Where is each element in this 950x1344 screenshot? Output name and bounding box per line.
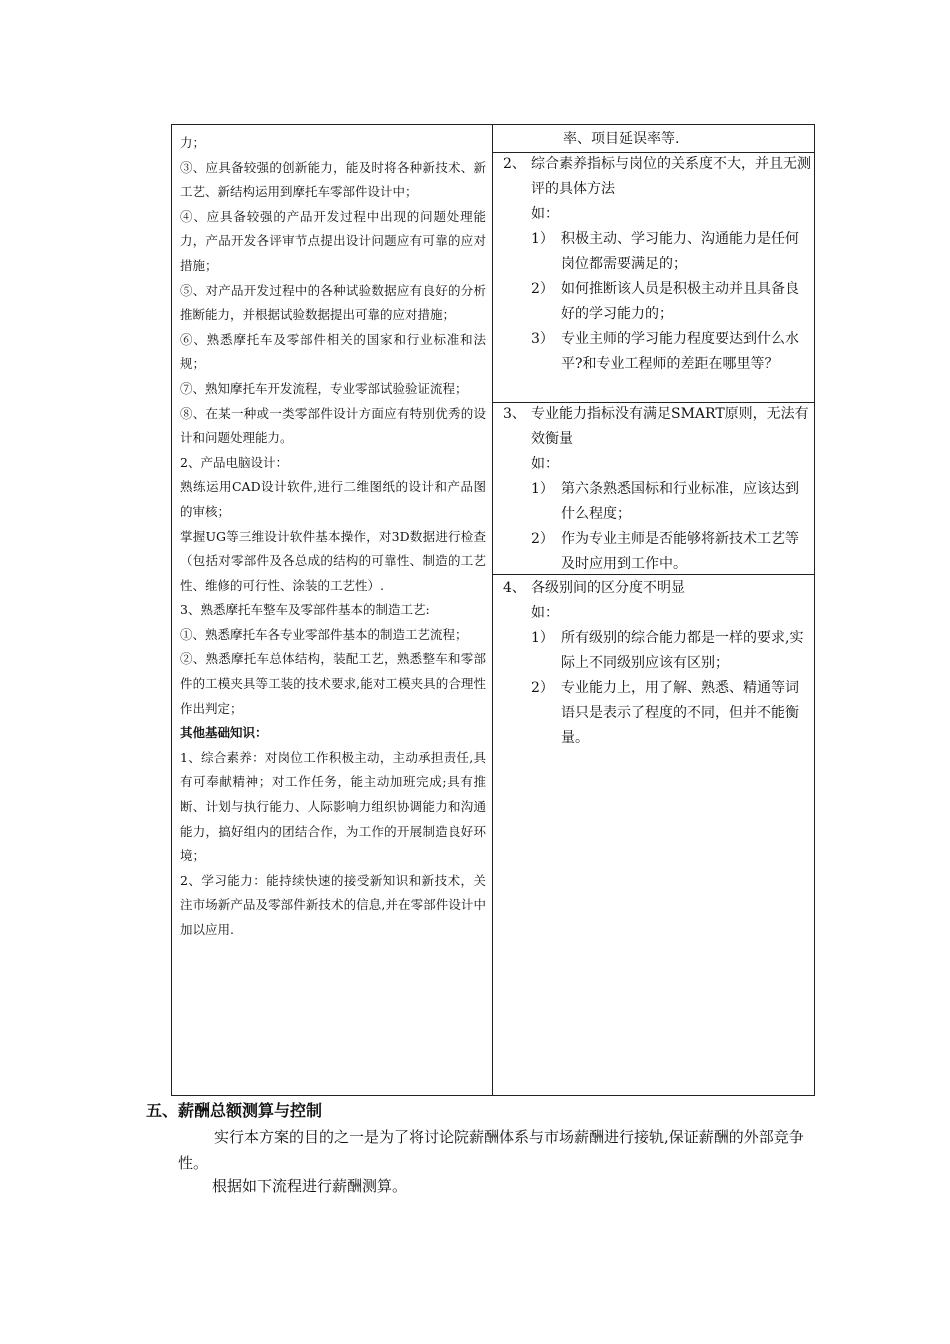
right-cell-item3 — [493, 402, 811, 577]
sub-number: 1） — [531, 630, 554, 646]
section-heading: 五、薪酬总额测算与控制 — [146, 1101, 323, 1120]
left-line: ⑦、熟知摩托车开发流程，专业零部试验验证流程； — [180, 380, 468, 396]
item-number: 2、 — [503, 156, 526, 172]
left-line: 2、产品电脑设计： — [180, 454, 288, 470]
sub-number: 2） — [531, 680, 554, 696]
item-text: 专业能力指标没有满足SMART原则，无法有效衡量 — [531, 406, 809, 447]
sub-number: 2） — [531, 531, 554, 547]
left-bold-heading: 其他基础知识： — [180, 725, 268, 741]
left-line: ④、应具备较强的产品开发过程中出现的问题处理能力，产品开发各评审节点提出设计问题应有可靠的应对措施； — [180, 208, 486, 273]
left-line: 力； — [180, 135, 206, 150]
item-example-label: 如： — [531, 456, 559, 472]
left-line: ⑥、熟悉摩托车及零部件相关的国家和行业标准和法规； — [180, 331, 486, 372]
sub-text: 专业能力上，用了解、熟悉、精通等词语只是表示了程度的不同，但并不能衡量。 — [561, 680, 799, 746]
sub-number: 1） — [531, 231, 554, 247]
left-line: ⑤、对产品开发过程中的各种试验数据应有良好的分析推断能力，并根据试验数据提出可靠的应对措施； — [180, 282, 486, 323]
left-line: 1、综合素养：对岗位工作积极主动，主动承担责任,具有可奉献精神；对工作任务，能主动加班完成;具有推断、计划与执行能力、人际影响力组织协调能力和沟通能力，搞好组内的团结合作，为工作的开展制造良好环境； — [180, 749, 486, 864]
sub-number: 1） — [531, 481, 554, 497]
left-line: 掌握UG等三维设计软件基本操作，对3D数据进行检查（包括对零部件及各总成的结构的可靠性、制造的工艺性、维修的可行性、涂装的工艺性）. — [180, 528, 486, 593]
item-number: 3、 — [503, 406, 526, 422]
right-cell-item2 — [493, 152, 811, 377]
left-line: 3、熟悉摩托车整车及零部件基本的制造工艺: — [180, 602, 430, 618]
sub-number: 2） — [531, 281, 554, 297]
requirements-table — [171, 124, 815, 1096]
item-number: 4、 — [503, 580, 526, 596]
sub-text: 专业主师的学习能力程度要达到什么水平?和专业工程师的差距在哪里等？ — [561, 331, 799, 372]
item-text: 综合素养指标与岗位的关系度不大，并且无测评的具体方法 — [531, 156, 811, 197]
left-line: 2、学习能力：能持续快速的接受新知识和新技术，关注市场新产品及零部件新技术的信息,并在零部件设计中加以应用. — [180, 872, 486, 937]
item-example-label: 如： — [531, 206, 559, 222]
sub-number: 3） — [531, 331, 554, 347]
sub-text: 第六条熟悉国标和行业标准，应该达到什么程度； — [561, 481, 799, 522]
left-line: ③、应具备较强的创新能力，能及时将各种新技术、新工艺、新结构运用到摩托车零部件设计中； — [180, 159, 486, 200]
cell-divider — [493, 574, 815, 575]
right-top-line: 率、项目延误率等. — [563, 131, 680, 147]
sub-text: 如何推断该人员是积极主动并且具备良好的学习能力的； — [561, 281, 799, 322]
section-paragraph: 实行本方案的目的之一是为了将讨论院薪酬体系与市场薪酬进行接轨,保证薪酬的外部竞争性。 — [178, 1128, 804, 1172]
left-line: ①、熟悉摩托车各专业零部件基本的制造工艺流程； — [180, 626, 468, 642]
sub-text: 积极主动、学习能力、沟通能力是任何岗位都需要满足的； — [561, 231, 799, 272]
section-paragraph: 根据如下流程进行薪酬测算。 — [212, 1177, 408, 1195]
item-example-label: 如： — [531, 605, 559, 621]
left-column — [180, 131, 486, 943]
right-cell-item4 — [493, 576, 811, 751]
sub-text: 作为专业主师是否能够将新技术工艺等及时应用到工作中。 — [561, 531, 799, 572]
right-cell-top — [493, 127, 811, 152]
sub-text: 所有级别的综合能力都是一样的要求,实际上不同级别应该有区别； — [561, 630, 804, 671]
item-text: 各级别间的区分度不明显 — [531, 580, 685, 596]
left-line: ⑧、在某一种或一类零部件设计方面应有特别优秀的设计和问题处理能力。 — [180, 405, 486, 446]
left-line: ②、熟悉摩托车总体结构，装配工艺，熟悉整车和零部件的工模夹具等工装的技术要求,能对工模夹具的合理性作出判定； — [180, 651, 486, 716]
left-line: 熟练运用CAD设计软件,进行二维图纸的设计和产品图的审核； — [180, 479, 486, 519]
